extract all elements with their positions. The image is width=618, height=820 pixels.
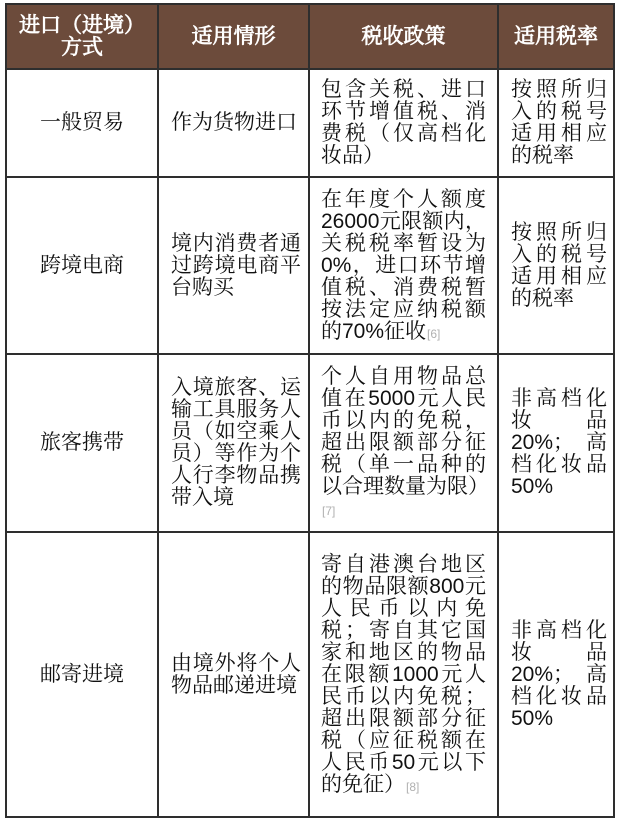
table-row: [6, 177, 614, 354]
tax-policy-text: 在年度个人额度26000元限额内，关税税率暂设为0%，进口环节增值税、消费税暂按法定应纳税额的70%征收: [321, 187, 486, 343]
cell-applicable-rate: 按照所归入的税号适用相应的税率: [498, 177, 614, 354]
header-import-method: 进口（进境）方式: [6, 4, 158, 69]
cell-import-method: 邮寄进境: [6, 532, 158, 817]
tax-policy-text: 个人自用物品总值在5000元人民币以内的免税，超出限额部分征税（单一品种的以合理数量为限）: [321, 365, 489, 498]
table-row: [6, 69, 614, 177]
reference-link[interactable]: [7]: [322, 504, 336, 518]
header-applicable-scenario: 适用情形: [158, 4, 309, 69]
cell-applicable-rate: 非高档化妆品20%；高档化妆品50%: [498, 354, 614, 532]
cell-applicable-scenario: 境内消费者通过跨境电商平台购买: [158, 177, 309, 354]
table-header-row: [6, 4, 614, 69]
tax-policy-text: 寄自港澳台地区的物品限额800元人民币以内免税；寄自其它国家和地区的物品在限额1000元人民币以内免税；超出限额部分征税（应征税额在人民币50元以下的免征）: [321, 552, 486, 796]
cell-tax-policy: [309, 69, 498, 177]
cell-import-method: 一般贸易: [6, 69, 158, 177]
cell-applicable-scenario: 由境外将个人物品邮递进境: [158, 532, 309, 817]
cell-tax-policy: [309, 177, 498, 354]
reference-link[interactable]: [8]: [406, 779, 420, 794]
cell-applicable-scenario: 入境旅客、运输工具服务人员（如空乘人员）等作为个人行李物品携带入境: [158, 354, 309, 532]
cell-applicable-scenario: 作为货物进口: [158, 69, 309, 177]
header-applicable-rate: 适用税率: [498, 4, 614, 69]
import-tax-policy-table: [5, 3, 615, 818]
cell-tax-policy: [309, 532, 498, 817]
cell-tax-policy: [309, 354, 498, 532]
header-tax-policy: 税收政策: [309, 4, 498, 69]
tax-policy-text: 包含关税、进口环节增值税、消费税（仅高档化妆品）: [321, 78, 486, 167]
cell-import-method: 旅客携带: [6, 354, 158, 532]
cell-import-method: 跨境电商: [6, 177, 158, 354]
reference-link[interactable]: [6]: [427, 326, 441, 341]
table-row: [6, 354, 614, 532]
cell-applicable-rate: 非高档化妆品20%；高档化妆品50%: [498, 532, 614, 817]
cell-applicable-rate: 按照所归入的税号适用相应的税率: [498, 69, 614, 177]
table-row: [6, 532, 614, 817]
